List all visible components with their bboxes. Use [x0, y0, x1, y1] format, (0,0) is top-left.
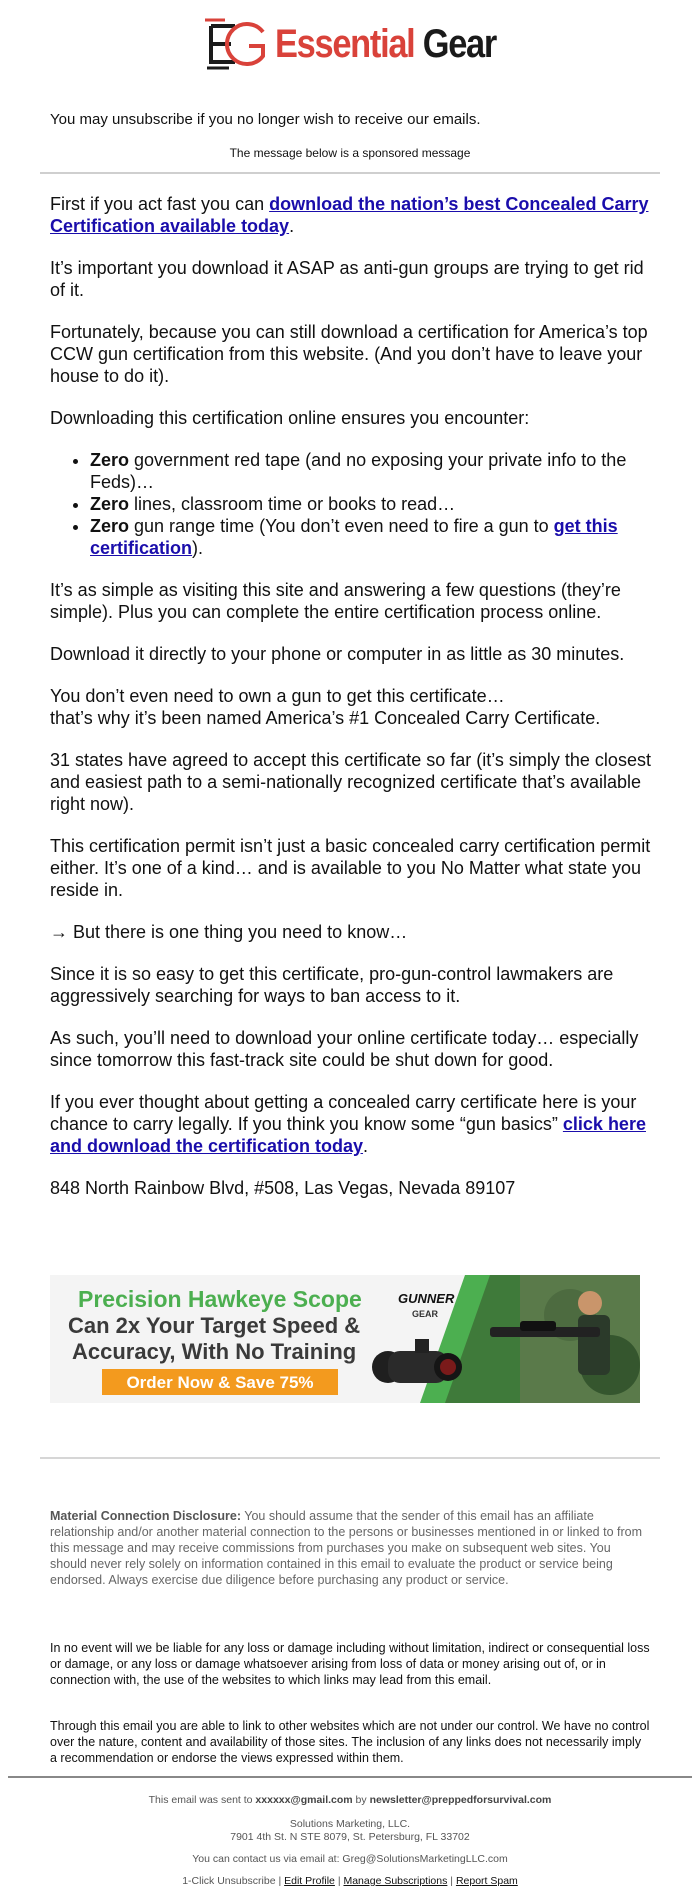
sent-to-line	[0, 1794, 700, 1806]
paragraph-text: that’s why it’s been named America’s #1 Concealed Carry Certificate.	[50, 708, 601, 728]
paragraph-text: You don’t even need to own a gun to get this certificate…	[50, 686, 505, 706]
paragraph: Fortunately, because you can still download a certification for America’s top CCW gun certification from this website. (And you don’t have to leave your house to do it).	[50, 322, 648, 386]
unsubscribe-notice: You may unsubscribe if you no longer wish to receive our emails.	[50, 111, 481, 128]
list-item-text: gun range time (You don’t even need to fire a gun to	[129, 516, 554, 536]
divider	[40, 172, 660, 174]
ad-cta-text[interactable]: Order Now & Save 75%	[126, 1373, 314, 1392]
paragraph-text: First if you act fast you can	[50, 194, 270, 214]
ad-headline: Precision Hawkeye Scope	[78, 1286, 362, 1312]
paragraph	[50, 1091, 660, 1157]
paragraph: Downloading this certification online ensures you encounter:	[50, 408, 530, 428]
one-click-unsubscribe[interactable]: 1-Click Unsubscribe	[182, 1875, 276, 1887]
scope-ad-banner[interactable]	[50, 1275, 640, 1403]
company-address: 7901 4th St. N STE 8079, St. Petersburg, FL 33702	[230, 1831, 470, 1843]
disclosure-label: Material Connection Disclosure:	[50, 1509, 242, 1523]
list-item	[90, 493, 660, 515]
recipient-email: xxxxxx@gmail.com	[255, 1794, 353, 1806]
paragraph: It’s as simple as visiting this site and answering a few questions (they’re simple). Plus you can complete the entire certification process online.	[50, 580, 621, 622]
paragraph	[50, 685, 660, 729]
sponsored-notice: The message below is a sponsored message	[229, 146, 471, 160]
paragraph: Since it is so easy to get this certificate, pro-gun-control lawmakers are aggressively searching for ways to ban access to it.	[50, 964, 614, 1006]
paragraph: It’s important you download it ASAP as anti-gun groups are trying to get rid of it.	[50, 258, 644, 300]
contact-line: You can contact us via email at: Greg@SolutionsMarketingLLC.com	[192, 1853, 508, 1865]
paragraph-text: .	[289, 216, 295, 236]
paragraph: Download it directly to your phone or computer in as little as 30 minutes.	[50, 644, 625, 664]
brand-name-dark: Gear	[422, 22, 496, 66]
eg-monogram-icon	[205, 16, 269, 72]
separator: |	[447, 1875, 456, 1887]
download-today-link[interactable]: click here and download the certification today	[50, 1114, 646, 1156]
gunner-logo-top: GUNNER	[398, 1291, 455, 1306]
paragraph: This certification permit isn’t just a basic concealed carry certification permit either. It’s one of a kind… and is available to you No Matter what state you reside in.	[50, 836, 651, 900]
brand-name-red: Essential	[275, 22, 415, 66]
paragraph: 31 states have agreed to accept this certificate so far (it’s simply the closest and easiest path to a semi-nationally recognized certificate that’s available right now).	[50, 750, 651, 814]
external-links-disclaimer: Through this email you are able to link to other websites which are not under our control. We have no control over the nature, content and availability of those sites. The inclusion of any links does not necessarily imply a recommendation or endorse the views expressed within them.	[50, 1719, 650, 1765]
paragraph	[50, 193, 660, 237]
benefits-list	[50, 449, 660, 559]
separator: |	[275, 1875, 285, 1887]
get-certification-link[interactable]: get this certification	[90, 516, 618, 558]
paragraph: As such, you’ll need to download your online certificate today… especially since tomorrow this fast-track site could be shut down for good.	[50, 1028, 639, 1070]
separator: |	[334, 1875, 344, 1887]
list-item	[90, 515, 660, 559]
list-item-bold: Zero	[90, 516, 130, 536]
paragraph: → But there is one thing you need to know…	[50, 922, 408, 942]
brand-logo[interactable]	[205, 16, 532, 72]
ad-line-3: Accuracy, With No Training	[72, 1339, 357, 1364]
list-item-text: lines, classroom time or books to read…	[129, 494, 456, 514]
material-connection-disclosure	[50, 1508, 650, 1588]
brand-name	[275, 16, 496, 72]
list-item-text: government red tape (and no exposing your private info to the Feds)…	[90, 450, 627, 492]
footer-links	[0, 1875, 700, 1887]
divider	[40, 1457, 660, 1459]
manage-subscriptions-link[interactable]: Manage Subscriptions	[343, 1875, 448, 1887]
list-item-bold: Zero	[90, 450, 130, 470]
gunner-logo-bottom: GEAR	[412, 1309, 439, 1319]
paragraph-text: If you ever thought about getting a concealed carry certificate here is your chance to carry legally. If you think you know some “gun basics”	[50, 1092, 637, 1134]
footer-text: by	[352, 1794, 370, 1806]
list-item-bold: Zero	[90, 494, 130, 514]
email-body	[50, 193, 660, 1219]
footer-text: This email was sent to	[148, 1794, 256, 1806]
ad-banner-graphic	[50, 1275, 640, 1403]
ad-line-2: Can 2x Your Target Speed &	[68, 1313, 361, 1338]
edit-profile-link[interactable]: Edit Profile	[284, 1875, 335, 1887]
company-name: Solutions Marketing, LLC.	[289, 1818, 411, 1830]
report-spam-link[interactable]: Report Spam	[455, 1875, 518, 1887]
liability-disclaimer: In no event will we be liable for any loss or damage including without limitation, indirect or consequential loss or damage, or any loss or damage whatsoever arising from loss of data or money arising out of, or in connection with, the use of the websites to which links may lead from this email.	[50, 1641, 650, 1687]
list-item-text: ).	[192, 538, 204, 558]
disclosure-text: You should assume that the sender of this email has an affiliate relationship and/or another material connection to the persons or businesses mentioned in or linked to from this message and may receive commissions from purchases you make on subsequent web sites. You should never rely solely on information contained in this email to evaluate the product or service being endorsed. Always exercise due diligence before purchasing any product or service.	[50, 1509, 643, 1587]
mailing-address: 848 North Rainbow Blvd, #508, Las Vegas, Nevada 89107	[50, 1178, 516, 1198]
divider	[8, 1776, 692, 1778]
download-certification-link[interactable]: download the nation’s best Concealed Carry Certification available today	[50, 194, 649, 236]
email-header	[0, 0, 700, 100]
list-item	[90, 449, 660, 493]
sender-email: newsletter@preppedforsurvival.com	[369, 1794, 552, 1806]
paragraph-text: .	[363, 1136, 369, 1156]
